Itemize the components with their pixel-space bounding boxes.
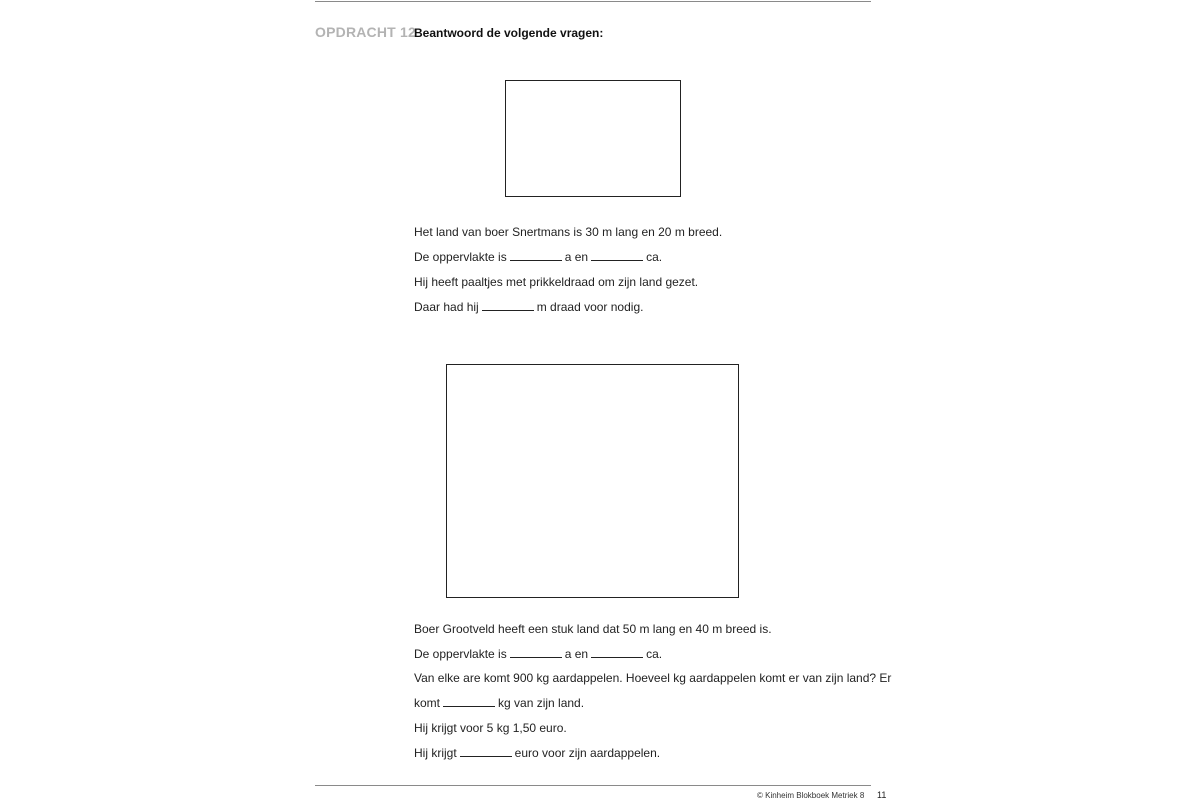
q1-area-text-end: ca. [646, 250, 663, 264]
q2-centiare-blank[interactable] [591, 647, 643, 658]
footer-credit: © Kinheim Blokboek Metriek 8 [757, 791, 865, 800]
q1-area-line [414, 250, 662, 264]
q2-yield-line [414, 696, 584, 710]
q2-revenue-text-start: Hij krijgt [414, 746, 457, 760]
q1-are-blank[interactable] [510, 250, 562, 261]
assignment-label: OPDRACHT 12 [315, 24, 416, 40]
q2-price-statement: Hij krijgt voor 5 kg 1,50 euro. [414, 721, 567, 735]
top-divider [315, 1, 871, 2]
q2-area-line [414, 647, 662, 661]
q1-area-text-mid: a en [564, 250, 589, 264]
q2-area-text-start: De oppervlakte is [414, 647, 507, 661]
q1-centiare-blank[interactable] [591, 250, 643, 261]
q2-revenue-line [414, 746, 660, 760]
bottom-divider [315, 785, 871, 786]
q2-area-text-mid: a en [564, 647, 589, 661]
q2-revenue-blank[interactable] [460, 746, 512, 757]
q2-potato-question: Van elke are komt 900 kg aardappelen. Hoeveel kg aardappelen komt er van zijn land? Er [414, 671, 892, 685]
q1-wire-text-start: Daar had hij [414, 300, 479, 314]
assignment-instruction: Beantwoord de volgende vragen: [414, 26, 604, 40]
q2-area-text-end: ca. [646, 647, 663, 661]
q2-are-blank[interactable] [510, 647, 562, 658]
land-rectangle-grootveld [446, 364, 739, 598]
q2-yield-text-end: kg van zijn land. [498, 696, 585, 710]
q1-statement: Het land van boer Snertmans is 30 m lang en 20 m breed. [414, 225, 723, 239]
q2-revenue-text-end: euro voor zijn aardappelen. [514, 746, 661, 760]
q2-yield-text-start: komt [414, 696, 441, 710]
q2-statement: Boer Grootveld heeft een stuk land dat 50 m lang en 40 m breed is. [414, 622, 772, 636]
q1-wire-text-end: m draad voor nodig. [536, 300, 644, 314]
q1-fence-statement: Hij heeft paaltjes met prikkeldraad om zijn land gezet. [414, 275, 699, 289]
q1-wire-blank[interactable] [482, 300, 534, 311]
q1-area-text-start: De oppervlakte is [414, 250, 507, 264]
q2-yield-blank[interactable] [443, 696, 495, 707]
page-number: 11 [877, 790, 887, 800]
q1-wire-line [414, 300, 643, 314]
land-rectangle-snertmans [505, 80, 681, 197]
